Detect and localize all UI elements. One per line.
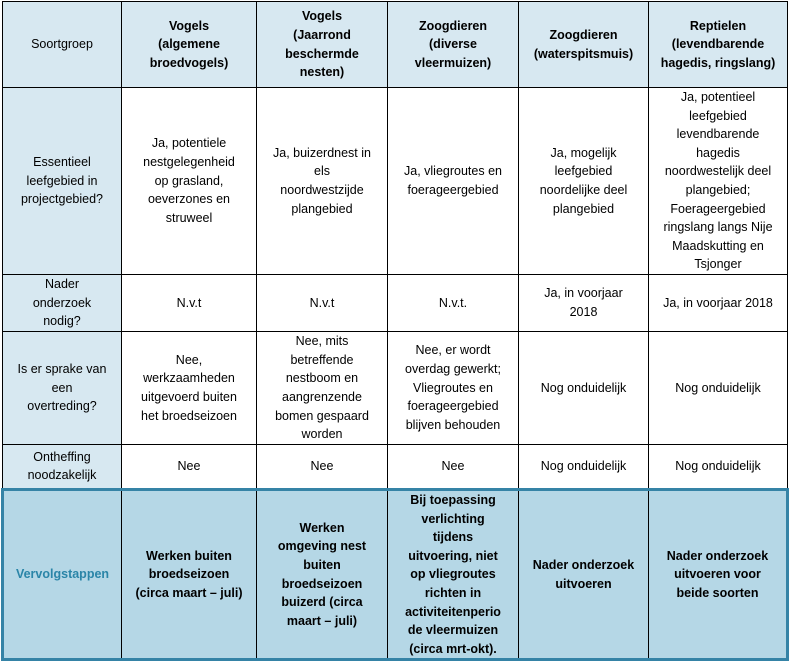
species-assessment-table xyxy=(1,1,789,661)
column-header-reptielen: Reptielen (levendbarende hagedis, ringslang) xyxy=(649,2,788,88)
table-cell: N.v.t xyxy=(257,274,388,331)
column-header-vogels-algemeen: Vogels (algemene broedvogels) xyxy=(122,2,257,88)
table-cell: Bij toepassing verlichting tijdens uitvoering, niet op vliegroutes richten in activiteitenperio de vleermuizen (circa mrt-okt). xyxy=(388,489,519,659)
table-row xyxy=(3,88,788,275)
table-cell: Werken omgeving nest buiten broedseizoen buizerd (circa maart – juli) xyxy=(257,489,388,659)
table-cell: Nog onduidelijk xyxy=(649,331,788,444)
table-cell: Ja, in voorjaar 2018 xyxy=(649,274,788,331)
table-cell: Nee xyxy=(257,444,388,489)
table-cell: Ja, buizerdnest in els noordwestzijde plangebied xyxy=(257,88,388,275)
table-cell: Nog onduidelijk xyxy=(519,444,649,489)
column-header-vleermuizen: Zoogdieren (diverse vleermuizen) xyxy=(388,2,519,88)
table-cell: Nee xyxy=(388,444,519,489)
table-cell: Werken buiten broedseizoen (circa maart – juli) xyxy=(122,489,257,659)
row-header-ontheffing: Ontheffing noodzakelijk xyxy=(3,444,122,489)
row-header-nader-onderzoek: Nader onderzoek nodig? xyxy=(3,274,122,331)
table-cell: N.v.t xyxy=(122,274,257,331)
row-header-overtreding: Is er sprake van een overtreding? xyxy=(3,331,122,444)
table-cell: Nader onderzoek uitvoeren xyxy=(519,489,649,659)
table-cell: Nee xyxy=(122,444,257,489)
table-cell: Nog onduidelijk xyxy=(649,444,788,489)
table-cell: Nee, werkzaamheden uitgevoerd buiten het broedseizoen xyxy=(122,331,257,444)
table-cell: Ja, potentieel leefgebied levendbarende hagedis noordwestelijk deel plangebied; Foerageergebied ringslang langs Nije Maadskutting en Tsjonger xyxy=(649,88,788,275)
table-cell: Ja, mogelijk leefgebied noordelijke deel plangebied xyxy=(519,88,649,275)
row-header-vervolgstappen: Vervolgstappen xyxy=(3,489,122,659)
table-row-vervolgstappen xyxy=(3,489,788,659)
header-row xyxy=(3,2,788,88)
table-cell: Nee, mits betreffende nestboom en aangrenzende bomen gespaard worden xyxy=(257,331,388,444)
table-cell: Nee, er wordt overdag gewerkt; Vliegroutes en foerageergebied blijven behouden xyxy=(388,331,519,444)
column-header-vogels-jaarrond: Vogels (Jaarrond beschermde nesten) xyxy=(257,2,388,88)
table-cell: N.v.t. xyxy=(388,274,519,331)
table-cell: Nog onduidelijk xyxy=(519,331,649,444)
table-row xyxy=(3,331,788,444)
corner-header-soortgroep: Soortgroep xyxy=(3,2,122,88)
table-cell: Ja, vliegroutes en foerageergebied xyxy=(388,88,519,275)
table-row xyxy=(3,444,788,489)
table-cell: Nader onderzoek uitvoeren voor beide soorten xyxy=(649,489,788,659)
row-header-essentieel-leefgebied: Essentieel leefgebied in projectgebied? xyxy=(3,88,122,275)
table-cell: Ja, potentiele nestgelegenheid op grasland, oeverzones en struweel xyxy=(122,88,257,275)
column-header-waterspitsmuis: Zoogdieren (waterspitsmuis) xyxy=(519,2,649,88)
table-row xyxy=(3,274,788,331)
table-cell: Ja, in voorjaar 2018 xyxy=(519,274,649,331)
